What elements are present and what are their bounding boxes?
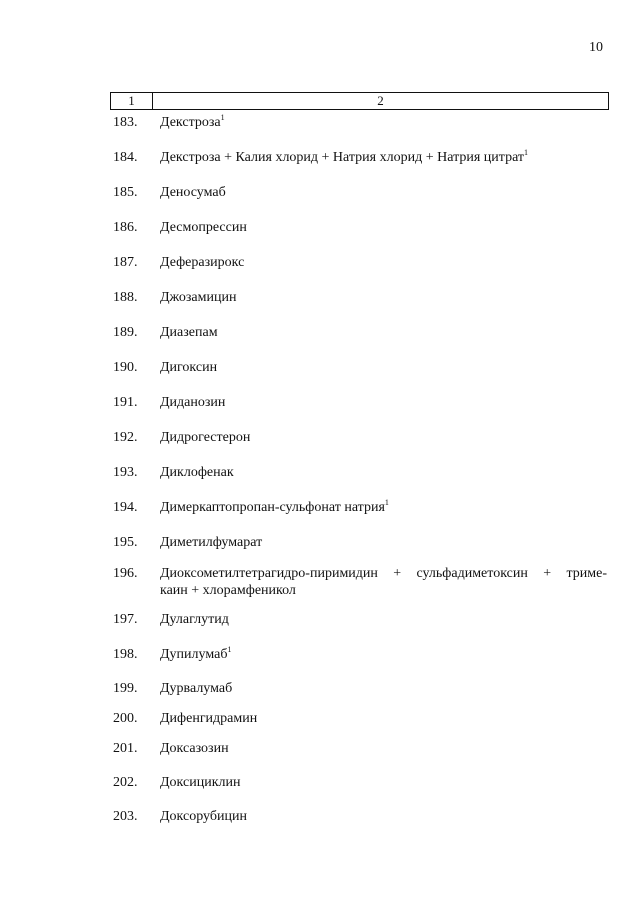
item-number: 195. [113,535,138,550]
item-name: Дифенгидрамин [160,711,258,726]
item-name: Димеркаптопропан-сульфонат натрия$^1$ [160,498,389,515]
item-name: Дулаглутид [160,612,229,627]
item-name: Десмопрессин [160,220,247,235]
item-name: Доксициклин [160,775,241,790]
header-col-2: 2 [377,93,384,108]
item-number: 194. [113,500,138,515]
item-number: 197. [113,612,138,627]
item-number: 200. [113,711,138,726]
item-name: Декстроза$^1$ [160,113,225,130]
item-number: 191. [113,395,138,410]
item-number: 184. [113,150,138,165]
item-name: Деносумаб [160,185,226,200]
item-number: 183. [113,115,138,130]
item-number: 192. [113,430,138,445]
item-name: Диазепам [160,325,218,340]
item-number: 189. [113,325,138,340]
item-name: Диметилфумарат [160,535,263,550]
item-number: 187. [113,255,138,270]
item-name: Дидрогестерон [160,430,251,445]
footnote-marker: 1 [220,113,225,122]
item-name: Декстроза + Калия хлорид + Натрия хлорид + Натрия цитрат$^1$ [160,148,529,165]
footnote-marker: 1 [524,148,529,157]
item-name-line-1: Диоксометилтетрагидро-пиримидин + сульфадиметоксин + триме- [160,566,607,581]
item-name: Диданозин [160,395,226,410]
item-number: 193. [113,465,138,480]
item-name: Диклофенак [160,465,234,480]
item-name: Джозамицин [160,290,237,305]
table-header [110,92,609,110]
item-number: 190. [113,360,138,375]
item-name: Деферазирокс [160,255,245,270]
item-number: 196. [113,566,138,581]
item-number: 203. [113,809,138,824]
item-number: 201. [113,741,138,756]
footnote-marker: 1 [227,645,232,654]
item-name: Доксазозин [160,741,229,756]
item-name: Доксорубицин [160,809,247,824]
header-col-1: 1 [111,93,153,109]
footnote-marker: 1 [384,498,389,507]
item-name-line-2: каин + хлорамфеникол [160,583,296,598]
item-number: 199. [113,681,138,696]
item-name: Дурвалумаб [160,681,233,696]
item-name: Дупилумаб$^1$ [160,645,232,662]
item-number: 186. [113,220,138,235]
item-number: 185. [113,185,138,200]
page-number: 10 [589,40,603,55]
item-number: 202. [113,775,138,790]
item-number: 198. [113,647,138,662]
item-name [160,565,607,599]
item-number: 188. [113,290,138,305]
item-name: Дигоксин [160,360,218,375]
